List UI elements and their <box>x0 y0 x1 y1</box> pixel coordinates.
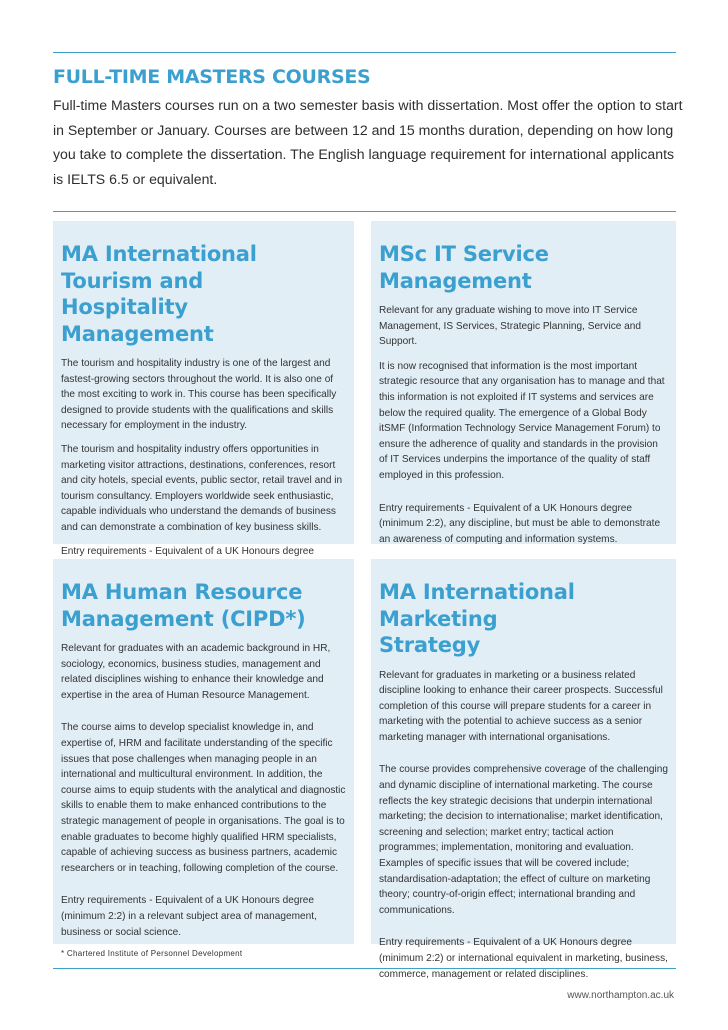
page-title: FULL-TIME MASTERS COURSES <box>53 66 371 88</box>
entry-requirements: Entry requirements - Equivalent of a UK Honours degree <box>61 545 315 557</box>
course-paragraph: It is now recognised that information is the most important strategic resource that any organisation has to manage and that this information is not exploited if IT systems and services are below the required quality. The emergence of a Global Body itSMF (Information Technology Service Management Forum) to ensure the adherence of quality and standards in the provision of IT Services underpins the importance of the quality of staff employed in this profession. <box>379 360 665 481</box>
course-paragraph: The tourism and hospitality industry offers opportunities in marketing visitor attractions, destinations, conferences, resort and city hotels, special events, public sector, retail travel and in tourism consultancy. Employers worldwide seek enthusiastic, capable individuals who understand the demands of business and can demonstrate a combination of key business skills. <box>61 443 343 533</box>
intro-paragraph: Full-time Masters courses run on a two semester basis with dissertation. Most offer the option to start in September or January. Courses are between 12 and 15 months duration, depending on how long you take to complete the dissertation. The English language requirement for international applicants is IELTS 6.5 or equivalent. <box>53 97 683 187</box>
entry-requirements: Entry requirements - Equivalent of a UK Honours degree (minimum 2:2) or international equivalent in marketing, business, commerce, management or related disciplines. <box>379 937 668 980</box>
course-paragraph: The tourism and hospitality industry is one of the largest and fastest-growing sectors throughout the world. It is also one of the most exciting to work in. This course has been specifically designed to provide students with the qualifications and skills necessary for employment in the industry. <box>61 358 337 432</box>
entry-requirements: Entry requirements - Equivalent of a UK Honours degree (minimum 2:2) in a relevant subject area of management, business or social science. <box>61 895 317 938</box>
course-card-hrm <box>53 559 354 959</box>
course-card-marketing <box>371 559 676 980</box>
course-title: MSc IT Service Management <box>379 242 549 293</box>
course-paragraph: Relevant for graduates in marketing or a business related discipline looking to enhance their career prospects. Successful completion of this course will prepare students for a career in marketing with the potential to achieve success as a senior marketing manager with international organisations. <box>379 669 663 743</box>
section-rule <box>53 211 676 212</box>
course-title: MA International Tourism and Hospitality Management <box>61 242 257 346</box>
course-card-it-service <box>371 221 676 544</box>
footnote: * Chartered Institute of Personnel Development <box>61 949 243 959</box>
course-card-tourism <box>53 221 354 557</box>
course-title: MA Human Resource Management (CIPD*) <box>61 580 306 631</box>
footer-url: www.northampton.ac.uk <box>567 990 674 1001</box>
course-title: MA International Marketing Strategy <box>379 580 575 657</box>
course-paragraph: The course provides comprehensive coverage of the challenging and dynamic discipline of international marketing. The course reflects the key strategic decisions that underpin international marketing; the decision to internationalise; market identification, screening and selection; market entry; tactical action programmes; implementation, monitoring and evaluation. Examples of specific issues that will be covered include; standardisation-adaptation; the effect of culture on marketing theory; country-of-origin effect; international branding and communications. <box>379 764 668 916</box>
course-paragraph: Relevant for any graduate wishing to move into IT Service Management, IS Services, Strategic Planning, Service and Support. <box>379 305 642 348</box>
bottom-rule <box>53 968 676 969</box>
top-rule <box>53 52 676 53</box>
entry-requirements: Entry requirements - Equivalent of a UK Honours degree (minimum 2:2), any discipline, but must be able to demonstrate an awareness of computing and information systems. <box>379 502 661 545</box>
course-paragraph: Relevant for graduates with an academic background in HR, sociology, economics, business studies, management and related disciplines wishing to enhance their knowledge and expertise in the area of Human Resource Management. <box>61 643 331 701</box>
course-paragraph: The course aims to develop specialist knowledge in, and expertise of, HRM and facilitate understanding of the specific issues that pose challenges when managing people in an international and multicultural environment. In addition, the course aims to equip students with the analytical and diagnostic skills to enable them to make enhanced contributions to the strategic management of people in organisations. The goal is to enable graduates to become highly qualified HRM specialists, capable of achieving success as business partners, academic researchers or in teaching, following completion of the course. <box>61 722 346 874</box>
